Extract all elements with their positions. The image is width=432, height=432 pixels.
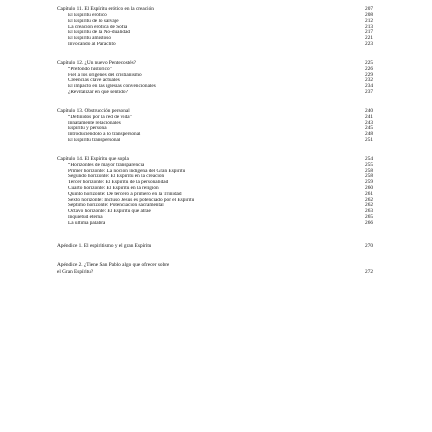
chapter-title: Capítulo 13. Obstrucción personal (57, 107, 130, 114)
chapter-page-number: 240 (365, 107, 373, 114)
toc-entry (68, 138, 373, 144)
chapter-title-row (57, 108, 373, 115)
entry-page-number: 226 (365, 65, 373, 72)
entry-page-number: 259 (365, 179, 373, 186)
entry-page-number: 262 (365, 202, 373, 209)
entry-label: Octavo horizonte: El Espíritu que atrae (68, 209, 151, 215)
chapter-page-number: 254 (365, 155, 373, 162)
entry-label: El Espíritu transpersonal (68, 137, 121, 143)
chapter-title: Capítulo 11. El Espíritu erótico en la creación (57, 6, 154, 12)
chapter-title-row (57, 60, 373, 67)
entry-page-number: 208 (365, 12, 373, 18)
entry-page-number: 221 (365, 35, 373, 42)
chapter-title-row (57, 6, 373, 13)
entry-page-number: 243 (365, 119, 373, 126)
appendix-title: Apéndice 2. ¿Tiene San Pablo algo que ofrecer sobre (57, 261, 170, 268)
chapter-title-row (57, 156, 373, 163)
entry-label: Fiel a los orígenes del cristianismo (68, 72, 142, 78)
entry-page-number: 241 (365, 113, 373, 120)
toc-chapter (57, 108, 373, 144)
entry-page-number: 213 (365, 23, 373, 30)
toc-appendix (57, 262, 373, 276)
entry-label: El Espíritu erótico (68, 13, 107, 18)
entry-label: Tercer horizonte: El Espíritu de la personalidad (68, 180, 169, 186)
entry-label: Creencias clave actuales (68, 78, 120, 84)
entry-label: Invocando al Paráclito (68, 41, 116, 47)
entry-page-number: 260 (365, 184, 373, 191)
entry-page-number: 237 (365, 88, 373, 95)
entry-page-number: 229 (365, 71, 373, 78)
entry-label: “Horizontes de mayor transparencia (68, 162, 145, 168)
entry-label: Cuarto horizonte: El Espíritu en la religión (68, 185, 159, 191)
entry-page-number: 234 (365, 83, 373, 90)
entry-label: El Espíritu amistoso (68, 36, 111, 42)
appendix-title-row (57, 243, 373, 250)
appendix-title-row (57, 262, 373, 269)
chapter-entries (68, 13, 373, 48)
entry-page-number: 261 (365, 190, 373, 197)
entry-label: Innatamente relacionales (68, 120, 121, 126)
appendix-page-number: 270 (365, 242, 373, 249)
entry-label: Séptimo horizonte: Potenciación sacramental (68, 203, 164, 209)
appendix-title: Apéndice 1. El espiritismo y el gran Espíritu (57, 242, 152, 249)
appendix-page-number: 272 (365, 268, 373, 275)
entry-page-number: 217 (365, 29, 373, 36)
entry-page-number: 258 (365, 173, 373, 180)
entry-page-number: 251 (365, 136, 373, 143)
entry-label: “Definidos por la red de vida” (68, 114, 132, 120)
toc-appendix (57, 243, 373, 250)
entry-label: Quinto horizonte: De tercero a primero en la Trinidad (68, 191, 182, 197)
toc-entry (68, 221, 373, 227)
entry-label: “Prefondo histórico” (68, 66, 112, 72)
toc-entry (68, 90, 373, 96)
table-of-contents (57, 6, 373, 276)
entry-label: El impacto en las iglesias convencionales (68, 84, 156, 90)
appendix-title-row (57, 269, 373, 276)
entry-page-number: 248 (365, 131, 373, 138)
entry-label: El Espíritu de lo salvaje (68, 18, 119, 24)
entry-label: Inquietud eterna (68, 214, 103, 220)
chapter-entries (68, 163, 373, 227)
entry-page-number: 258 (365, 167, 373, 174)
entry-page-number: 232 (365, 77, 373, 84)
entry-page-number: 262 (365, 196, 373, 203)
entry-label: Introduciéndolo a lo transpersonal (68, 132, 141, 138)
toc-chapter (57, 6, 373, 48)
appendix-title: el Gran Espíritu? (57, 268, 94, 275)
toc-chapter (57, 156, 373, 227)
entry-label: La última palabra (68, 220, 106, 226)
chapter-page-number: 225 (365, 59, 373, 66)
chapter-entries (68, 115, 373, 144)
chapter-title: Capítulo 12. ¿Un nuevo Pentecostés? (57, 59, 136, 66)
chapter-title: Capítulo 14. El Espíritu que sopla (57, 155, 129, 162)
entry-label: El Espíritu de la No-dualidad (68, 30, 131, 36)
entry-label: Segundo horizonte: El Espíritu en la creación (68, 174, 165, 180)
entry-page-number: 263 (365, 208, 373, 215)
entry-page-number: 212 (365, 17, 373, 24)
toc-entry (68, 42, 373, 48)
entry-page-number: 245 (365, 125, 373, 132)
entry-label: Espíritu y persona (68, 126, 107, 132)
entry-label: Sexto horizonte: Incluso Jesús es potenciado por el Espíritu (68, 197, 195, 203)
entry-page-number: 223 (365, 40, 373, 47)
entry-label: La creación erótica de Sofía (68, 24, 128, 30)
toc-chapter (57, 60, 373, 96)
chapter-entries (68, 67, 373, 96)
entry-page-number: 266 (365, 219, 373, 226)
entry-label: ¿Revitalizar en qué sentido? (68, 89, 128, 95)
entry-page-number: 265 (365, 213, 373, 220)
chapter-page-number: 207 (365, 6, 373, 12)
entry-label: Primer horizonte: La noción indígena del Gran Espíritu (68, 168, 186, 174)
entry-page-number: 255 (365, 161, 373, 168)
